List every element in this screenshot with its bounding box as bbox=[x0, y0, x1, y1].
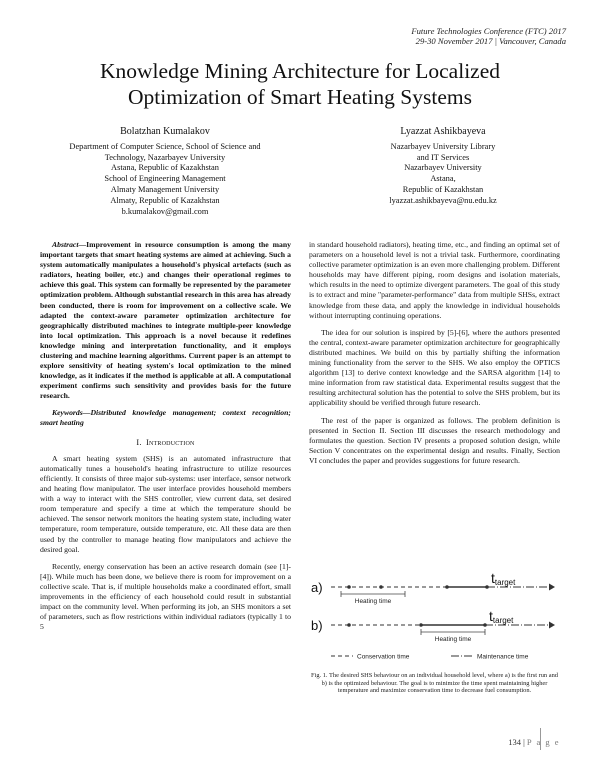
marker-dot bbox=[347, 623, 351, 627]
conference-dates: 29-30 November 2017 | Vancouver, Canada bbox=[415, 36, 566, 46]
author-email: b.kumalakov@gmail.com bbox=[121, 206, 209, 216]
page-number: 134 bbox=[508, 737, 521, 747]
row-b-label: b) bbox=[311, 618, 323, 633]
arrow-head-icon bbox=[549, 622, 555, 629]
t-target-label-a: ttarget bbox=[491, 570, 516, 587]
marker-dot bbox=[483, 623, 487, 627]
author-block-1 bbox=[40, 127, 290, 217]
author-affil-line: and IT Services bbox=[416, 152, 470, 162]
marker-dot bbox=[485, 585, 489, 589]
paper-title bbox=[40, 58, 560, 110]
paragraph: A smart heating system (SHS) is an automated infrastructure that automatically tunes a household's heating infrastructure to utilize resources efficiently. It consists of three major sub-systems: user interface, sensor network and heating flow manipulator. The user interface provides household members with a way to interact with the SHS controller, view current data, set desired room temperature and specify a time at which the temperature should be achieved. The sensor network monitors the heating system state, including water temperature, room temperature, outside temperature, etc. All these data are then used by the controller to manage heating flow manipulators and achieve the desired goal. bbox=[40, 453, 291, 554]
marker-dot bbox=[419, 623, 423, 627]
figure-1 bbox=[309, 568, 560, 668]
author-affil-line: Astana, bbox=[430, 174, 456, 184]
author-affil-line: Nazarbayev University bbox=[404, 163, 482, 173]
author-email: lyazzat.ashikbayeva@nu.edu.kz bbox=[389, 195, 497, 205]
conference-header bbox=[411, 26, 566, 46]
figure-caption: Fig. 1. The desired SHS behaviour on an individual household level, where a) is the first run and b) is the optimized behaviour. The goal is to minimize the time spent maintaining higher temperature and maximize conservation time to decrease fuel consumption. bbox=[311, 672, 558, 695]
section-number: I. bbox=[136, 437, 142, 447]
author-name: Lyazzat Ashikbayeva bbox=[400, 126, 486, 137]
heating-time-label-a: Heating time bbox=[354, 598, 392, 605]
author-affil-line: Almaty, Republic of Kazakhstan bbox=[110, 195, 220, 205]
author-block-2 bbox=[318, 127, 568, 207]
author-affil-line: Department of Computer Science, School of Science and bbox=[69, 141, 261, 151]
arrow-head-icon bbox=[549, 584, 555, 591]
t-target-label-b: ttarget bbox=[489, 608, 514, 625]
page-footer: 134 | P a g e bbox=[508, 737, 560, 747]
author-affil-line: Astana, Republic of Kazakhstan bbox=[111, 163, 219, 173]
abstract-text: —Improvement in resource consumption is among the many important targets that smart heating systems are aimed at achieving. Such a system automatically manipulates a household's physical artefacts (such as radiators, heating boiler, etc.) and changes their operational regimes to achieve this goal. This system can formally be represented by the parameter optimization problem. Although substantial research in this area has already been conducted, there is room for improvement on a collective scale. We adapted the context-aware parameter optimization architecture for geographically distributed machines to integrate multiple-peer knowledge into local optimization. This approach is a novel because it redefines knowledge mining and interpretation functionality, and it employs clustering and machine learning algorithms. Current paper is an attempt to explore sensitivity of heating system's local optimization to the mined knowledge, as it indicates if the method is applicable at all. A computational experiment confirms such sensitivity and provides basis for the future research. bbox=[40, 240, 291, 401]
author-affil-line: Technology, Nazarbayev University bbox=[104, 152, 226, 162]
keywords-text: —Distributed knowledge management; context recognition; smart heating bbox=[40, 407, 291, 427]
left-column bbox=[40, 240, 291, 639]
keywords-label: Keywords bbox=[52, 407, 83, 417]
author-affil-line: Republic of Kazakhstan bbox=[402, 184, 484, 194]
abstract bbox=[40, 240, 291, 402]
conference-name: Future Technologies Conference (FTC) 2017 bbox=[411, 26, 566, 36]
marker-dot bbox=[379, 585, 383, 589]
page-word: P a g e bbox=[526, 737, 560, 747]
author-affil-line: Nazarbayev University Library bbox=[390, 141, 496, 151]
row-a-label: a) bbox=[311, 580, 323, 595]
keywords bbox=[40, 408, 291, 428]
title-line-1: Knowledge Mining Architecture for Localized bbox=[100, 59, 500, 83]
paragraph: The rest of the paper is organized as follows. The problem definition is presented in Section II. Section III discusses the research methodology and formulates the question. Section IV presents a proposed solution design, while Section V concentrates on the experimental design and results. Finally, Section VI concludes the paper and provides suggestions for future research. bbox=[309, 415, 560, 465]
section-title: Introduction bbox=[146, 437, 195, 447]
marker-dot bbox=[347, 585, 351, 589]
right-column bbox=[309, 240, 560, 473]
author-name: Bolatzhan Kumalakov bbox=[120, 126, 210, 137]
author-affil-line: School of Engineering Management bbox=[104, 174, 226, 184]
author-affil-line: Almaty Management University bbox=[110, 184, 220, 194]
section-heading bbox=[40, 438, 291, 448]
paragraph: Recently, energy conservation has been an active research domain (see [1]-[4]). While much has been done, we believe there is room for improvement on a collective scale. That is, if multiple households make a coordinated effort, small improvements in the efficiency of each household could result in substantial impact on the community level. When performing its job, an SHS monitors a set of parameters, such as flow restrictions within individual radiators (typically 1 to 5 bbox=[40, 561, 291, 632]
heating-time-label-b: Heating time bbox=[434, 636, 472, 643]
marker-dot bbox=[445, 585, 449, 589]
title-line-2: Optimization of Smart Heating Systems bbox=[128, 85, 472, 109]
legend-maintenance-label: Maintenance time bbox=[477, 653, 529, 661]
paragraph: in standard household radiators), heating time, etc., and finding an optimal set of parameters on a household level is not a trivial task. Furthermore, coordinating collective parameter optimization is an even more challenging problem. Different households may have different piping, room designs and isolation materials, which results in the need to optimize divergent parameters. The goal of this study is to extract and mine "parameter-performance" data from multiple SHSs, extract knowledge from these data, and apply the knowledge in individual households without interrupting continuing operations. bbox=[309, 240, 560, 320]
legend-conservation-label: Conservation time bbox=[357, 653, 410, 661]
paragraph: The idea for our solution is inspired by [5]-[6], where the authors presented the central, context-aware parameter optimization architecture for geographically distributed machines. We build on this by partially shifting the information mining functionality from the server to the SHS. We also employ the OPTICS algorithm [13] to derive context knowledge and the SARSA algorithm [14] to mine information from raw statistical data. Experimental results suggest that the resulting architectural solution has the potential to solve the SHS problem, but its applicability should be verified through future research. bbox=[309, 327, 560, 408]
figure-1-diagram bbox=[309, 568, 560, 668]
abstract-label: Abstract bbox=[52, 240, 79, 249]
